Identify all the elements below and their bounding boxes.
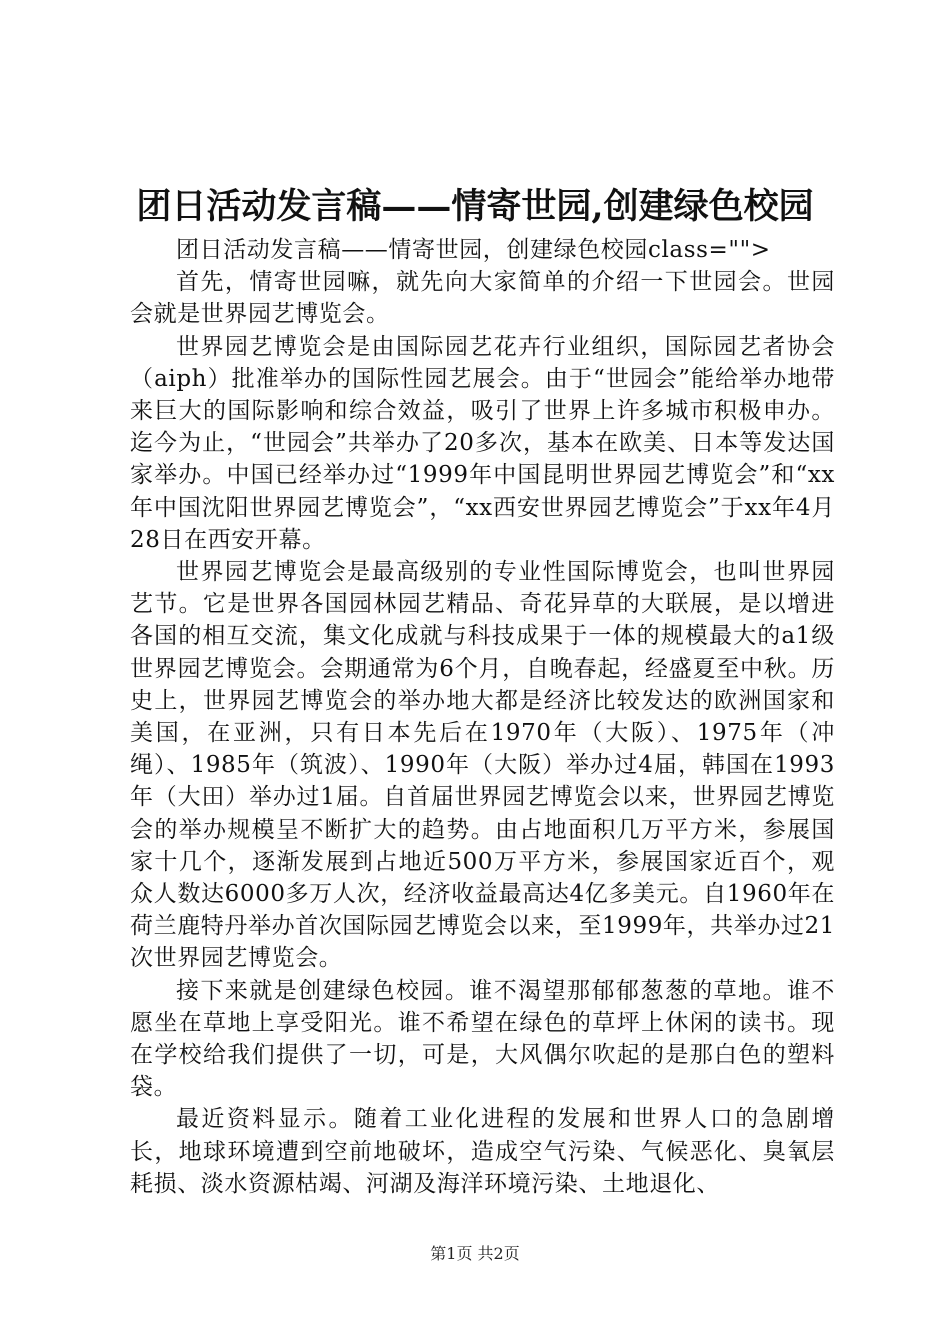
paragraph-intro-line: 团日活动发言稿——情寄世园，创建绿色校园class=""> xyxy=(176,237,771,263)
page-number-footer: 第1页 共2页 xyxy=(430,1244,520,1263)
document-title: 团日活动发言稿——情寄世园,创建绿色校园 xyxy=(136,186,814,227)
paragraph-expo-history: 世界园艺博览会是最高级别的专业性国际博览会，也叫世界园艺节。它是世界各国园林园艺精品、奇花异草的大联展，是以增进各国的相互交流，集文化成就与科技成果于一体的规模最大的a1级世界园艺博览会。会期通常为6个月，自晚春起，经盛夏至中秋。历史上，世界园艺博览会的举办地大都是经济比较发达的欧洲国家和美国，在亚洲，只有日本先后在1970年（大阪）、1975年（冲绳）、1985年（筑波）、1990年（大阪）举办过4届，韩国在1993年（大田）举办过1届。自首届世界园艺博览会以来，世界园艺博览会的举办规模呈不断扩大的趋势。由占地面积几万平方米，参展国家十几个，逐渐发展到占地近500万平方米，参展国家近百个，观众人数达6000多万人次，经济收益最高达4亿多美元。自1960年在荷兰鹿特丹举办首次国际园艺博览会以来，至1999年，共举办过21次世界园艺博览会。 xyxy=(130,559,835,972)
paragraph-green-campus: 接下来就是创建绿色校园。谁不渴望那郁郁葱葱的草地。谁不愿坐在草地上享受阳光。谁不希望在绿色的草坪上休闲的读书。现在学校给我们提供了一切，可是，大风偶尔吹起的是那白色的塑料袋。 xyxy=(130,977,835,1101)
paragraph-expo-organization: 世界园艺博览会是由国际园艺花卉行业组织，国际园艺者协会（aiph）批准举办的国际性园艺展会。由于“世园会”能给举办地带来巨大的国际影响和综合效益，吸引了世界上许多城市积极申办。迄今为止，“世园会”共举办了20多次，基本在欧美、日本等发达国家举办。中国已经举办过“1999年中国昆明世界园艺博览会”和“xx年中国沈阳世界园艺博览会”，“xx西安世界园艺博览会”于xx年4月28日在西安开幕。 xyxy=(130,333,835,553)
paragraph-environment-data: 最近资料显示。随着工业化进程的发展和世界人口的急剧增长，地球环境遭到空前地破坏，造成空气污染、气候恶化、臭氧层耗损、淡水资源枯竭、河湖及海洋环境污染、土地退化、 xyxy=(130,1106,835,1197)
paragraph-world-expo-intro: 首先，情寄世园嘛，就先向大家简单的介绍一下世园会。世园会就是世界园艺博览会。 xyxy=(130,269,835,328)
document-body xyxy=(130,234,835,1200)
